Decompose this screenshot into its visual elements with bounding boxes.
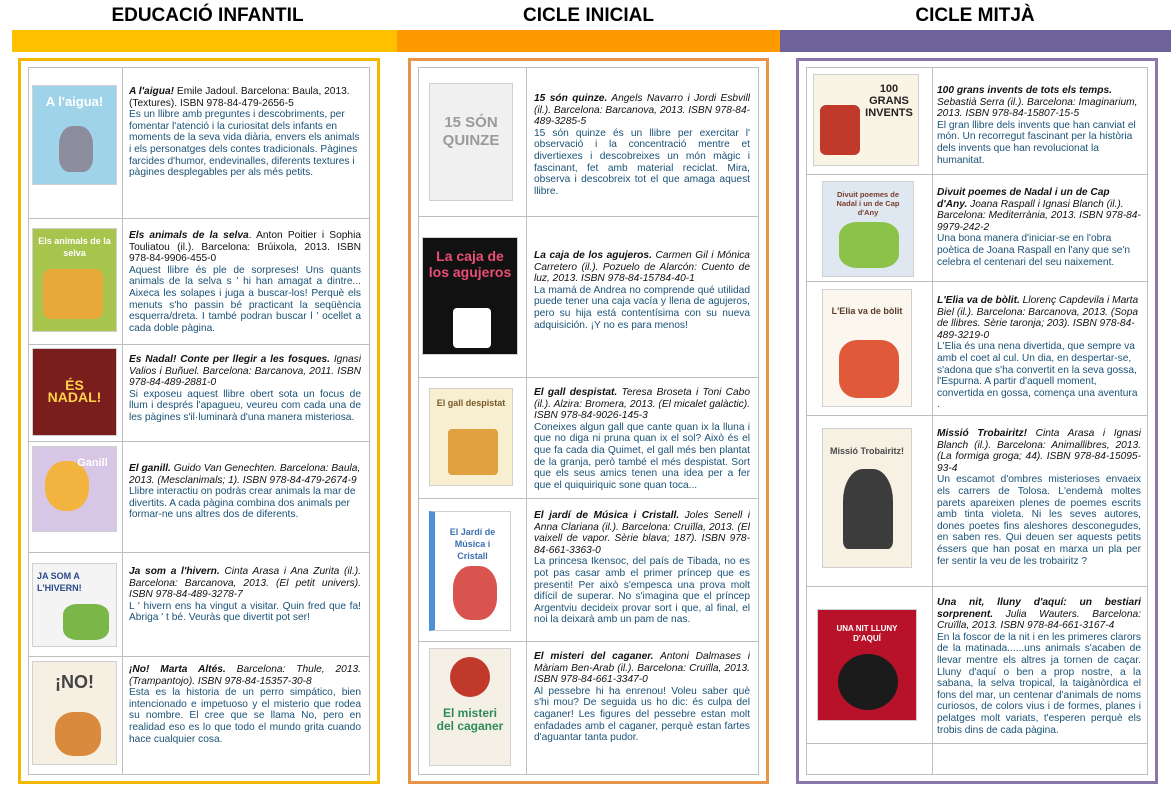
book-entry: [807, 68, 1147, 175]
book-description: 15 són quinze és un llibre per exercitar l' observació i la concentració mentre et divertiexes i descobreixes un món màgic i fascinant, fet amb material reciclat. Mira, observa i descobreix tot el que amaga aquest llibre.: [534, 127, 750, 197]
book-title: Ja som a l'hivern.: [129, 566, 220, 577]
book-description: En la foscor de la nit i en les primeres clarors de la matinada......uns animals s'acaben de llevar mentre els altres ja tornen de caçar. Lluny d'aquí o ben a prop nostre, a la sabana, la selva tropical, la taigànòrdica el fons del mar, un centenar d'animals de noms curiosos, de colors vius i de formes, planes i pelatges molt variats, t'esperen perquè els trobis dins de cada pàgina.: [937, 631, 1141, 736]
panel-inicial: [408, 58, 769, 784]
book-entry: [419, 499, 758, 642]
cover-title: Ganill: [77, 457, 108, 469]
cover-title: La caja de los agujeros: [428, 248, 512, 280]
book-meta: Ignasi Valios i Buñuel. Barcelona: Barcanova, 2011. ISBN 978-84-489-2881-0: [129, 354, 361, 389]
book-text: [534, 651, 750, 744]
book-description: Esta es la historia de un perro simpático, bien intencionado e impetuoso y el misterio que rodea su nombre. El cree que se llama No, pero en realidad eso es lo que todo el mundo grita cuando hace cualquier cosa.: [129, 687, 361, 745]
book-meta: Julia Wauters. Barcelona: Cruïlla, 2013. ISBN 978-84-661-3167-4: [937, 608, 1141, 632]
book-text: [937, 428, 1141, 567]
book-meta: Llorenç Capdevila i Marta Biel (il.). Barcelona: Barcanova, 2013. (Sopa de llibres. Sèrie taronja; 203). ISBN 978-84-489-3219-0: [937, 295, 1139, 341]
book-text: [129, 566, 361, 624]
book-cover: [817, 609, 917, 721]
book-entry: [29, 553, 369, 657]
column-title-mitja: CICLE MITJÀ: [915, 5, 1035, 26]
book-cover: [822, 428, 912, 568]
book-description: El gran llibre dels invents que han canviat el món. Un recorregut fascinant per la història dels invents que han revolucionat la humanitat.: [937, 119, 1136, 166]
book-title: Una nit, lluny d'aquí: un bestiari sorprenent.: [937, 597, 1141, 620]
book-text: [534, 93, 750, 197]
book-text: [129, 463, 361, 521]
book-title: El misteri del caganer.: [534, 651, 654, 662]
book-text: [534, 250, 750, 331]
book-description: Al pessebre hi ha enrenou! Voleu saber què s'hi mou? De seguida us ho dic: és culpa del caganer! Les figures del pessebre estan molt enfadades amb el caganer, perquè estan fartes d'aguantar tanta pudor.: [534, 685, 750, 744]
book-meta: Joles Senell i Anna Clariana (il.). Barcelona: Cruïlla, 2013. (El vaixell de vapor. Sèrie blava; 187). ISBN 978-84-661-3363-0: [534, 510, 750, 556]
book-meta: Teresa Broseta i Toni Cabo (il.). Alzira: Bromera, 2013. (El micalet galàctic). ISBN 978-84-9026-145-3: [534, 387, 750, 422]
book-description: L'Elia és una nena divertida, que sempre va amb el coet al cul. Un dia, en despertar-se, s'adona que s'ha convertit en la seva gossa, l'Espurna. A partir d'aquell moment, convertida en gossa, comença una aventura .: [937, 341, 1138, 411]
color-band-mitja: [780, 30, 1171, 52]
book-text: [129, 354, 361, 424]
cover-illustration: [43, 269, 103, 319]
book-title: La caja de los agujeros.: [534, 250, 652, 261]
book-title: El ganill.: [129, 463, 171, 474]
cover-illustration: [448, 429, 498, 475]
book-cover: [32, 661, 117, 765]
book-title: L'Elia va de bòlit.: [937, 295, 1020, 306]
book-cover: [429, 511, 511, 631]
book-meta: Barcelona: Thule, 2013. (Trampantojo). ISBN 978-84-15357-30-8: [129, 664, 361, 687]
book-cover: [32, 348, 117, 436]
book-title: Es Nadal! Conte per llegir a les fosques.: [129, 354, 331, 365]
cover-title: El misteri del caganer: [436, 706, 504, 733]
book-entry: [419, 642, 758, 775]
book-cover: [32, 563, 117, 647]
book-entry: [29, 219, 369, 345]
cover-title: L'Elia va de bòlit: [831, 306, 903, 316]
cover-title: ÉS NADAL!: [47, 377, 102, 405]
panel-mitja: [796, 58, 1158, 784]
book-text: [129, 230, 361, 334]
book-text: [937, 597, 1141, 736]
book-entry: [807, 282, 1147, 416]
book-cover: [429, 648, 511, 766]
book-cover: [32, 85, 117, 185]
book-meta: Cinta Arasa i Ignasi Blanch (il.). Barcelona: Animallibres, 2013. (La formiga groga; 44). ISBN 978-84-15095-93-4: [937, 428, 1141, 474]
column-title-infantil: EDUCACIÓ INFANTIL: [111, 5, 304, 26]
color-band-inicial: [397, 30, 780, 52]
cover-title: Divuit poemes de Nadal i un de Cap d'Any: [836, 190, 900, 217]
cover-title: Els animals de la selva: [38, 236, 111, 258]
book-meta: . Anton Poitier i Sophia Touliatou (il.). Barcelona: Brúixola, 2013. ISBN 978-84-9906-455-0: [129, 230, 361, 265]
book-entry: [807, 175, 1147, 282]
book-meta: Joana Raspall i Ignasi Blanch (il.). Barcelona: Mediterrània, 2013. ISBN 978-84-9979-242-2: [937, 198, 1141, 233]
book-entry: [29, 68, 369, 219]
book-text: [937, 187, 1141, 268]
cover-title: 100 GRANS INVENTS: [865, 83, 913, 119]
book-text: [129, 664, 361, 745]
book-description: Un escamot d'ombres misterioses envaeix els carrers de Tolosa. L'endemà moltes parets apareixen plenes de poemes escrits amb tinta violeta. Ni les seves autores, dones poetes fins aleshores desconegudes, en saben res. Qui deuen ser aquests petits éssers que han posat en marxa un pla per fer sentir la veu de les trobairitz ?: [937, 474, 1141, 567]
book-entry: [419, 378, 758, 499]
book-cover: [429, 388, 513, 486]
book-title: A l'aigua!: [129, 86, 175, 97]
book-title: Divuit poemes de Nadal i un de Cap d'Any.: [937, 187, 1110, 210]
book-meta: Angels Navarro i Jordi Esbvill (il.). Barcelona: Barcanova, 2013. ISBN 978-84-489-3285-5: [534, 93, 750, 128]
cover-title: Missió Trobairitz!: [829, 446, 904, 456]
book-description: Es un llibre amb preguntes i descobriments, per fomentar l'atenció i la curiositat dels infants en moments de la seva vida diària, envers els animals i els personatges dels contes tradicionals. Pàgines farcides d'humor, endevinalles, diferents textures i pàgines desplegables per als més petits.: [129, 109, 360, 179]
cover-illustration: [59, 126, 93, 172]
book-cover: [822, 289, 912, 407]
cover-title: El gall despistat: [436, 398, 506, 408]
book-text: [534, 510, 750, 626]
book-text: [937, 85, 1141, 166]
cover-title: ¡NO!: [55, 672, 94, 692]
book-cover: [429, 83, 513, 201]
color-band-infantil: [12, 30, 397, 52]
book-description: La mamá de Andrea no comprende qué utilidad puede tener una caja vacía y llena de agujeros, pero su hija está contentísima con su nueva adquisición. ¡Y no es para menos!: [534, 284, 750, 331]
book-meta: Emile Jadoul. Barcelona: Baula, 2013. (Textures). ISBN 978-84-479-2656-5: [129, 86, 350, 109]
book-entry: [29, 442, 369, 553]
book-meta: Cinta Arasa i Ana Zurita (il.). Barcelona: Barcanova, 2013. (El petit univers). ISBN 978-84-489-3278-7: [129, 566, 361, 601]
book-title: 100 grans invents de tots els temps.: [937, 85, 1112, 96]
book-description: La princesa Ikensoc, del país de Tibada, no es pot pas casar amb el primer príncep que es presenti! Per això s'empesca una prova molt difícil de superar. No s'imagina que el príncep Argentviu decideix provar sort i que, al final, el noi la deixarà amb un pam de nas.: [534, 556, 750, 626]
book-title: ¡No! Marta Altés.: [129, 664, 226, 675]
cover-illustration: [838, 654, 898, 710]
cover-illustration: [453, 566, 497, 620]
book-cover: [32, 228, 117, 332]
cover-illustration: [843, 469, 893, 549]
cover-illustration: [839, 340, 899, 398]
cover-title: El Jardí de Música i Cristall: [449, 527, 496, 561]
cover-illustration: [839, 222, 899, 268]
book-description: Llibre interactiu on podràs crear animals la mar de divertits. A cada pàgina combina dos animals per formar-ne uns altres dos de diferents.: [129, 486, 356, 521]
book-title: El jardí de Música i Cristall.: [534, 510, 680, 521]
cover-illustration: [820, 105, 860, 155]
book-title: 15 són quinze.: [534, 93, 608, 104]
book-cover: [32, 446, 117, 532]
cover-illustration: [450, 657, 490, 697]
book-entry: [419, 217, 758, 378]
book-cover: [822, 181, 914, 277]
book-entry: [807, 587, 1147, 744]
book-description: Coneixes algun gall que cante quan ix la lluna i que no diga ni pruna quan ix el sol? Això és el que fa cada dia Quimet, el gall més ben plantat de la granja, però també el més despistat. Sort que els seus amics tenen una idea per a fer que el quiquiriquic sone quan toca...: [534, 421, 750, 491]
book-meta: Antoni Dalmases i Màriam Ben-Arab (il.). Barcelona: Cruïlla, 2013. ISBN 978-84-661-3347-0: [534, 651, 750, 686]
book-cover: [422, 237, 518, 355]
book-entry: [419, 68, 758, 217]
panel-infantil: [18, 58, 380, 784]
cover-illustration: [55, 712, 101, 756]
book-meta: Carmen Gil i Mónica Carretero (il.). Pozuelo de Alarcón: Cuento de luz, 2013. ISBN 978-84-15784-40-1: [534, 250, 750, 285]
cover-illustration: [63, 604, 109, 640]
cover-title: 15 SÓN QUINZE: [442, 114, 500, 149]
cover-title: JA SOM A L'HIVERN!: [37, 571, 82, 593]
cover-title: UNA NIT LLUNY D'AQUÍ: [836, 624, 898, 643]
book-title: El gall despistat.: [534, 387, 618, 398]
book-text: [534, 387, 750, 491]
column-title-inicial: CICLE INICIAL: [523, 5, 654, 26]
book-meta: Guido Van Genechten. Barcelona: Baula, 2013. (Mesclanimals; 1). ISBN 978-84-479-2674-9: [129, 463, 361, 486]
book-cover: [813, 74, 919, 166]
book-entry: [29, 657, 369, 775]
book-entry: [29, 345, 369, 442]
book-text: [129, 86, 361, 179]
cover-illustration: [453, 308, 491, 348]
book-description: Aquest llibre és ple de sorpreses! Uns quants animals de la selva s ' hi han amagat a dintre... Aixeca les solapes i juga a buscar-los! Perquè els menuts s'ho passin bé practicant la seqüència esquerra/dreta. I també podran buscar l ' ocellet a cada doble pàgina.: [129, 264, 361, 334]
cover-title: A l'aigua!: [45, 94, 104, 109]
book-title: Missió Trobairitz!: [937, 428, 1027, 439]
book-description: Si exposeu aquest llibre obert sota un focus de llum i després l'apagueu, veureu com cada una de les pàgines s'il·luminarà d'una manera misteriosa.: [129, 388, 361, 423]
book-title: Els animals de la selva: [129, 230, 249, 241]
book-description: L ' hivern ens ha vingut a visitar. Quin fred que fa! Abriga ' t bé. Veuràs que divertit pot ser!: [129, 600, 361, 624]
book-meta: Sebastià Serra (il.). Barcelona: Imaginarium, 2013. ISBN 978-84-15807-15-5: [937, 96, 1138, 120]
book-text: [937, 295, 1141, 411]
book-description: Una bona manera d'iniciar-se en l'obra poètica de Joana Raspall en l'any que se'n celebra el centenari del seu naixement.: [937, 233, 1131, 268]
book-entry: [807, 416, 1147, 587]
